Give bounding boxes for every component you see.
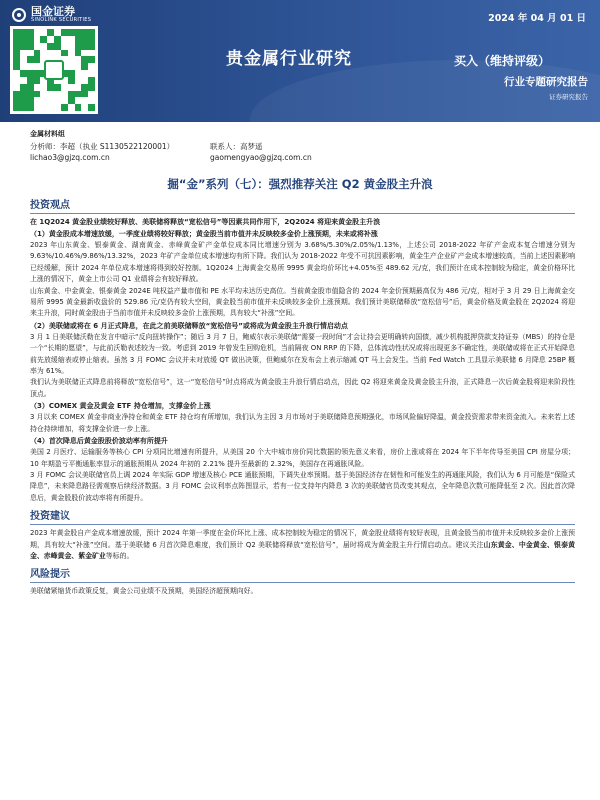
paragraph: 3 月 FOMC 会议美联储官员上调 2024 年实际 GDP 增速及核心 PCE 通胀预期，下调失业率预期。基于美国经济存在韧性和可能发生的再通胀风险，我们认为 6 月可能是“保险式降息”，未来降息路径需观察后续经济数据。3 月 FOMC 会议利率点阵图显示，若有一位支持年内降息 3 次的美联储官员改变其观点，全年降息次数可能降低至 2 次。因此首次降息后，黄金股股价波动率将有所提升。: [30, 470, 575, 502]
analyst-email-link[interactable]: lichao3@gjzq.com.cn: [30, 153, 110, 162]
analyst-row: [30, 141, 263, 152]
brand-name-en: SINOLINK SECURITIES: [31, 17, 92, 23]
header-banner: [0, 0, 600, 122]
report-subtype: 证券研究报告: [549, 93, 588, 101]
subsection-title-3: （3）COMEX 黄金及黄金 ETF 持仓增加，支撑金价上涨: [30, 402, 211, 411]
report-body: [30, 196, 575, 598]
paragraph: 3 月 1 日美联储沃勒在发言中暗示“反向扭转操作”；随后 3 月 7 日，鲍威尔表示美联储“需要一段时间”才会让持会更明确转向国债，减少机构抵押贷款支持证券（MBS）的持仓是一个“长期的愿望”，与此前沃勒表述较为一致。考虑到 2019 年曾发生回购危机，当前隔夜 ON RRP 的下降，总体流动性状况或将出现更多不确定性，美联储或将在正式开始降息前先放缓缩表或停止缩表。虽然 3 月 FOMC 会议并未对放缓 QT 做出决策，但鲍威尔在发布会上表示缩减 QT 马上会发生。当前 Fed Watch 工具显示美联储 6 月降息 25BP 概率为 61%。: [30, 332, 575, 376]
qr-code-icon[interactable]: [10, 26, 98, 114]
paragraph: 山东黄金、中金黄金、银泰黄金 2024E 吨权益产量市值和 PE 水平均未达历史高位。当前黄金股市值隐含的 2024 年金价预期最高仅为 486 元/克，相对于 3 月 29 日上海黄金交易所 9995 黄金最新收盘价的 529.86 元/克仍有较大空间，黄金股当前市值并未反映较多金价上涨预期。我们预计美联储释放“宽松信号”后，黄金价格及黄金股在 2Q2024 将迎来主升浪，同时黄金股由于当前市值并未反映较多金价上涨预期，具有较大“补涨”空间。: [30, 286, 575, 318]
report-headline: 掘“金”系列（七）：强烈推荐关注 Q2 黄金股主升浪: [167, 177, 433, 191]
lead-summary: 在 1Q2024 黄金股业绩较好释放、美联储将释放“宽松信号”等因素共同作用下，2Q2024 将迎来黄金股主升浪: [30, 218, 381, 226]
section-title-risk: 风险提示: [30, 565, 575, 583]
paragraph: 2023 年山东黄金、银泰黄金、湖南黄金、赤峰黄金矿产金单位成本同比增速分别为 3.68%/5.30%/2.05%/1.13%，上述公司 2018-2022 年矿产金成本复合增速分别为 9.63%/10.46%/9.86%/13.32%，2023 年矿产金单位成本增速均有所下降。我们认为 2018-2022 年受不可抗因素影响，黄金生产企业矿产金成本增速较高，当前上述因素影响已经缓解，预计 2024 年单位成本增速将得到较好控制。1Q2024 上海黄金交易所 9995 黄金均价环比+4.05%至 489.62 元/克，我们预计在成本控制较为稳定，黄金价格环比上涨的情况下，黄金上市公司 Q1 业绩将会有较好释放。: [30, 241, 575, 284]
risk-paragraph: 美联储紧缩货币政策反复，黄金公司业绩不及预期，美国经济超预期向好。: [30, 587, 258, 596]
rating-badge: 买入（维持评级）: [453, 54, 550, 68]
brand-name: 国金证券: [31, 5, 75, 18]
logo-mark-icon: [12, 8, 26, 22]
subsection-title-1: （1）黄金股成本增速放缓，一季度业绩将较好释放；黄金股当前市值并未反映较多金价上涨预期，未来或将补涨: [30, 230, 378, 238]
advice-paragraph: [30, 528, 575, 562]
contact-label: 联系人：高梦遥: [210, 142, 263, 151]
email-row: [30, 153, 312, 162]
contact-email-link[interactable]: gaomengyao@gjzq.com.cn: [210, 153, 312, 162]
team-name: 金属材料组: [30, 130, 65, 138]
report-type: 行业专题研究报告: [504, 76, 588, 88]
brand-logo: [12, 6, 91, 23]
section-title-viewpoint: 投资观点: [30, 196, 575, 214]
recommended-stocks: 山东黄金、中金黄金、银泰黄金、赤峰黄金、紫金矿业: [30, 540, 576, 560]
advice-tail: 等标的。: [105, 551, 134, 560]
paragraph: 美国 2 月医疗、运输服务等核心 CPI 分项同比增速有所提升，从美国 20 个大中城市房价同比数据的领先意义来看，房价上涨或将在 2024 年下半年传导至美国 CPI 房屋分项；10 年期盈亏平衡通胀率显示的通胀预期从 2024 年初的 2.21% 提升至最新的 2.32%，美国存在再通胀风险。: [30, 448, 575, 468]
subsection-title-2: （2）美联储或将在 6 月正式降息，在此之前美联储释放“宽松信号”或将成为黄金股主升浪行情启动点: [30, 321, 348, 330]
industry-title: 贵金属行业研究: [226, 49, 352, 69]
analyst-label: 分析师：李超（执业 S1130522120001）: [30, 142, 175, 151]
paragraph: 我们认为美联储正式降息前将释放“宽松信号”，这一“宽松信号”时点将成为黄金股主升浪行情启动点，因此 Q2 将迎来黄金及黄金股主升浪，正式降息一次后黄金股将迎来阶段性顶点。: [30, 378, 575, 398]
paragraph: 3 月以来 COMEX 黄金非商业净持仓和黄金 ETF 持仓均有所增加，我们认为主因 3 月市场对于美联储降息预期强化，市场风险偏好降温，黄金投资需求带来资金流入。未来若上述持仓持续增加，将支撑金价进一步上涨。: [30, 413, 575, 433]
advice-text: 2023 年黄金股自产金成本增速放缓，预计 2024 年第一季度在金价环比上涨、成本控制较为稳定的情况下，黄金股业绩将有较好表现，且黄金股当前市值并未反映较多金价上涨预期，具有较大“补涨”空间。基于美联储 6 月首次降息难度，我们预计 Q2 美联储将释放“宽松信号”，届时将成为黄金股主升行情启动点。建议关注: [30, 529, 575, 549]
section-title-advice: 投资建议: [30, 507, 575, 525]
report-date: 2024 年 04 月 01 日: [488, 13, 586, 24]
subsection-title-4: （4）首次降息后黄金股股价波动率有所提升: [30, 437, 168, 446]
